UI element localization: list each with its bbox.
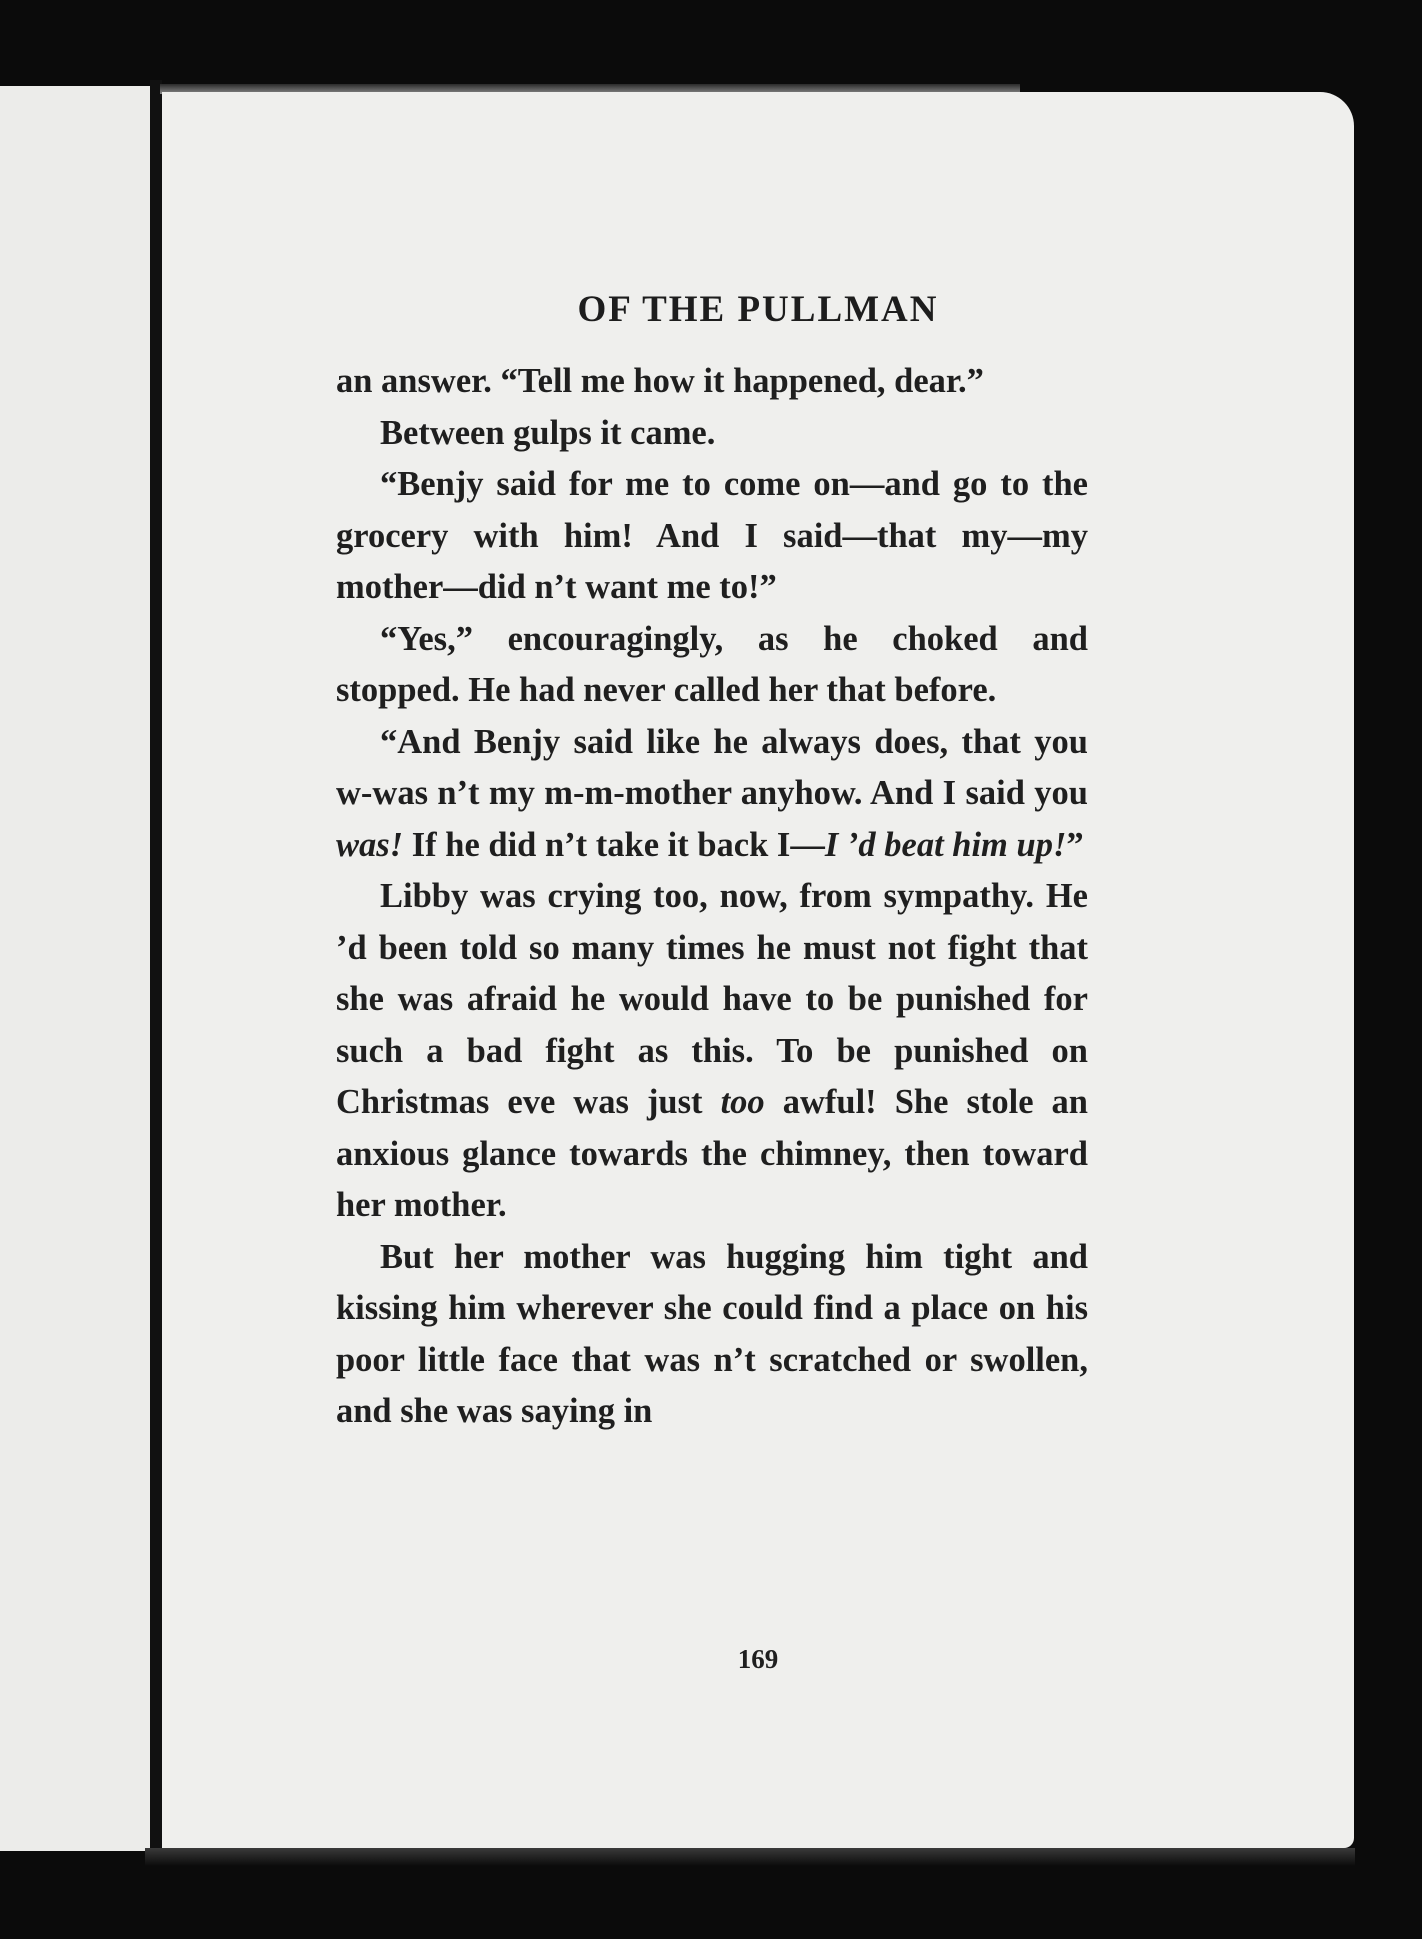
paragraph [336,408,1088,460]
page-bottom-edge [145,1848,1355,1866]
text-segment: awful! She stole an anxious glance towards the chimney, then toward her mother. [336,1083,1088,1224]
italic-segment: I ’d beat him up! [824,825,1067,864]
running-head: OF THE PULLMAN [577,289,939,330]
text-segment: “And Benjy said like he always does, that you w-was n’t my m-m-mother anyhow. And I said you [336,722,1088,812]
text-segment: an answer. “Tell me how it happened, dear.” [336,362,984,400]
paragraph [336,459,1088,614]
text-segment: If he did n’t take it back I— [403,825,825,864]
text-segment: Libby was crying too, now, from sympathy. He ’d been told so many times he must not fight that she was afraid he would have to be punished for such a bad fight as this. To be punished on Christmas eve was just [336,877,1088,1121]
text-segment: Between gulps it came. [380,413,716,452]
paragraph [336,1232,1088,1438]
book-page [162,92,1354,1848]
text-segment: “Yes,” encouragingly, as he choked and stopped. He had never called her that before. [336,619,1088,709]
italic-segment: too [720,1083,765,1121]
text-segment: ” [1066,825,1084,864]
book-spine [150,80,162,1860]
body-text [336,356,1088,1438]
paragraph [336,717,1088,872]
text-segment: But her mother was hugging him tight and kissing him wherever she could find a place on his poor little face that was n’t scratched or swollen, and she was saying in [336,1237,1088,1430]
paragraph [336,614,1088,717]
previous-page-edge [0,86,150,1851]
paragraph [336,356,1088,408]
paragraph [336,871,1088,1232]
italic-segment: was! [336,825,404,864]
page-number: 169 [737,1644,779,1674]
text-segment: “Benjy said for me to come on—and go to the grocery with him! And I said—that my—my mother—did n’t want me to!” [336,465,1088,606]
